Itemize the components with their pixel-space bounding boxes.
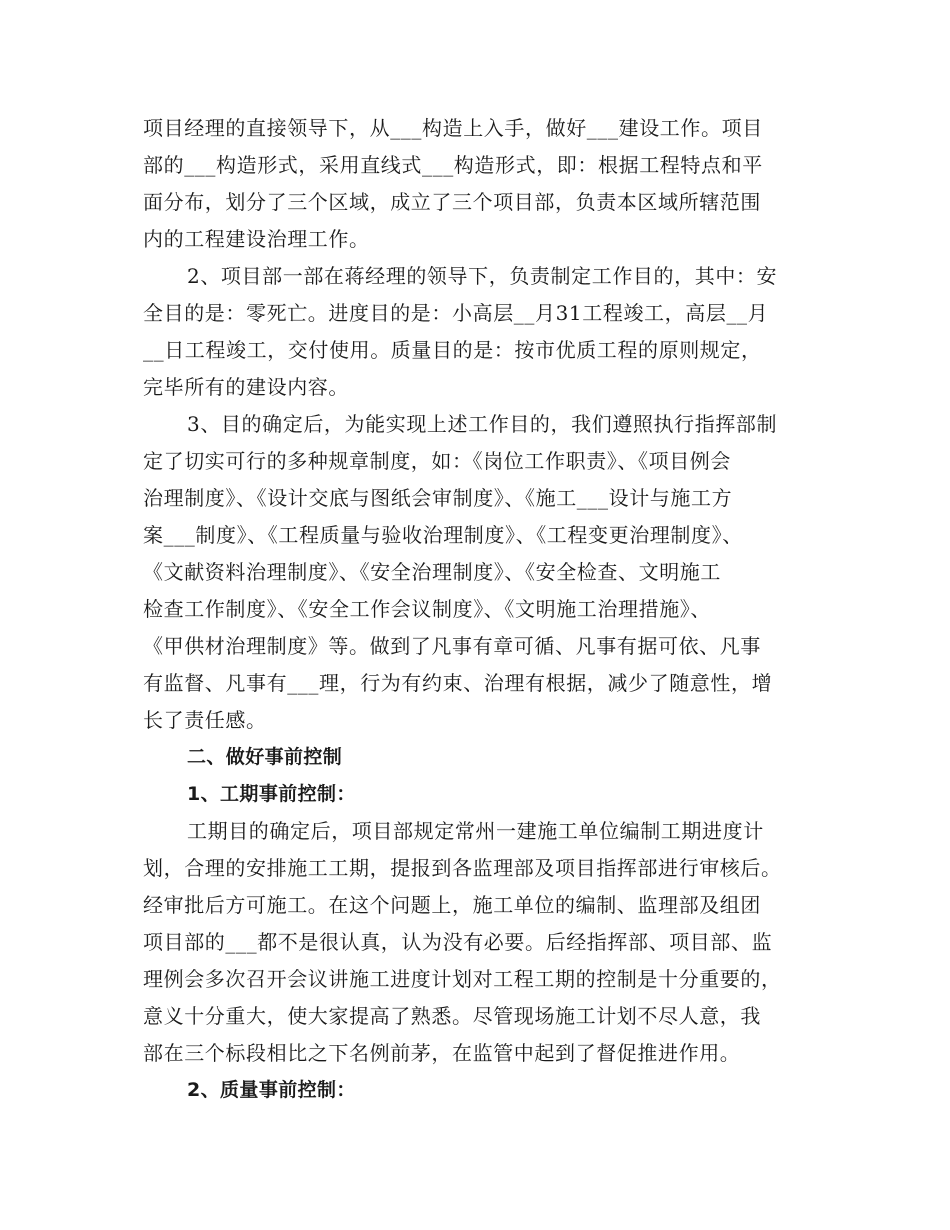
- body-text-line: 内的工程建设治理工作。: [143, 227, 370, 251]
- paragraph-3-first-line: 3、目的确定后，为能实现上述工作目的，我们遵照执行指挥部制: [187, 412, 778, 436]
- paragraph-4-first-line: 工期目的确定后，项目部规定常州一建施工单位编制工期进度计: [187, 819, 764, 843]
- body-text-line: 《文献资料治理制度》、《安全治理制度》、《安全检查、文明施工: [143, 560, 721, 584]
- paragraph-2-first-line: 2、项目部一部在蒋经理的领导下，负责制定工作目的，其中：安: [187, 264, 778, 288]
- body-text-line: 治理制度》、《设计交底与图纸会审制度》、《施工___设计与施工方: [143, 486, 733, 510]
- body-text-line: 项目部的___都不是很认真，认为没有必要。后经指挥部、项目部、监: [143, 930, 773, 954]
- body-text-line: 理例会多次召开会议讲施工进度计划对工程工期的控制是十分重要的，: [143, 967, 782, 991]
- subsection-heading: 1、工期事前控制：: [187, 783, 356, 805]
- body-text-line: 划，合理的安排施工工期，提报到各监理部及项目指挥部进行审核后。: [143, 856, 782, 880]
- body-text-line: 项目经理的直接领导下，从___构造上入手，做好___建设工作。项目: [143, 116, 763, 140]
- section-heading: 二、做好事前控制: [187, 746, 343, 768]
- body-text-line: 检查工作制度》、《安全工作会议制度》、《文明施工治理措施》、: [143, 597, 711, 621]
- body-text-line: 定了切实可行的多种规章制度，如：《岗位工作职责》、《项目例会: [143, 449, 731, 473]
- body-text-line: 《甲供材治理制度》等。做到了凡事有章可循、凡事有据可依、凡事: [143, 634, 761, 658]
- body-text-line: 案___制度》、《工程质量与验收治理制度》、《工程变更治理制度》、: [143, 523, 743, 547]
- body-text-line: 长了责任感。: [143, 708, 267, 732]
- body-text-line: 有监督、凡事有___理，行为有约束、治理有根据，减少了随意性，增: [143, 671, 773, 695]
- body-text-line: 部在三个标段相比之下名例前茅，在监管中起到了督促推进作用。: [143, 1041, 741, 1065]
- subsection-heading: 2、质量事前控制：: [187, 1079, 356, 1101]
- body-text-line: 面分布，划分了三个区域，成立了三个项目部，负责本区域所辖范围: [143, 190, 761, 214]
- body-text-line: 部的___构造形式，采用直线式___构造形式，即：根据工程特点和平: [143, 153, 763, 177]
- body-text-line: 全目的是：零死亡。进度目的是：小高层__月31工程竣工，高层__月: [143, 301, 769, 325]
- body-text-line: 意义十分重大，使大家提高了熟悉。尽管现场施工计划不尽人意，我: [143, 1004, 761, 1028]
- body-text-line: 经审批后方可施工。在这个问题上，施工单位的编制、监理部及组团: [143, 893, 761, 917]
- body-text-line: __日工程竣工，交付使用。质量目的是：按市优质工程的原则规定，: [143, 338, 762, 362]
- body-text-line: 完毕所有的建设内容。: [143, 375, 349, 399]
